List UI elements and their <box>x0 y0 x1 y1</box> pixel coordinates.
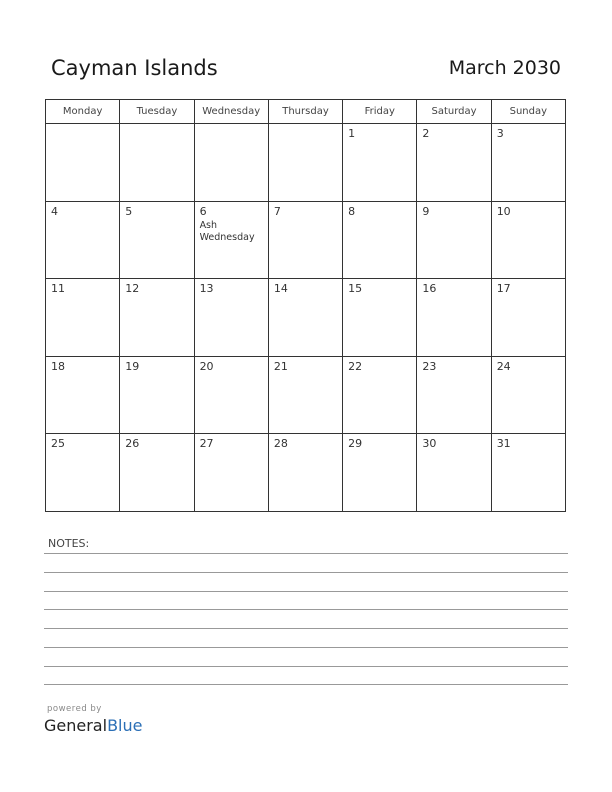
day-number: 23 <box>422 359 437 373</box>
day-cell <box>268 201 342 279</box>
brand-blue: Blue <box>107 716 143 735</box>
week-row <box>46 279 566 357</box>
day-cell <box>417 124 491 202</box>
day-cell <box>46 356 120 434</box>
notes-line <box>44 609 568 610</box>
day-cell <box>491 124 565 202</box>
day-number: 5 <box>125 204 133 218</box>
notes-line <box>44 647 568 648</box>
weekday-header: Monday <box>46 100 120 124</box>
day-cell <box>46 124 120 202</box>
day-cell <box>46 201 120 279</box>
day-cell <box>120 124 194 202</box>
day-number: 27 <box>199 437 214 451</box>
day-number: 18 <box>51 359 65 373</box>
day-number: 25 <box>51 437 65 451</box>
day-number: 17 <box>496 282 511 296</box>
day-cell <box>46 434 120 512</box>
day-cell <box>343 434 417 512</box>
day-number: 11 <box>51 282 65 296</box>
notes-line <box>44 628 568 629</box>
day-cell <box>268 279 342 357</box>
day-number: 1 <box>348 127 356 140</box>
day-cell <box>417 201 491 279</box>
day-number: 22 <box>348 359 363 373</box>
day-number: 15 <box>348 282 363 296</box>
day-number: 8 <box>348 204 356 218</box>
day-number: 9 <box>422 204 430 218</box>
weekday-header: Friday <box>343 100 417 124</box>
day-number: 29 <box>348 437 363 451</box>
day-cell <box>491 434 565 512</box>
brand-general: General <box>44 716 108 735</box>
day-number <box>195 124 268 128</box>
day-number: 13 <box>199 282 214 296</box>
day-cell <box>120 434 194 512</box>
day-number: 6 <box>199 204 207 218</box>
day-cell <box>194 124 268 202</box>
weekday-header: Saturday <box>417 100 491 124</box>
day-number: 26 <box>125 437 140 451</box>
day-number: 20 <box>199 359 214 373</box>
day-number: 28 <box>273 437 288 451</box>
notes-line <box>44 572 568 573</box>
day-number: 16 <box>422 282 437 296</box>
day-cell <box>268 356 342 434</box>
notes-line <box>44 666 568 667</box>
week-row <box>46 201 566 279</box>
day-number: 24 <box>496 359 511 373</box>
day-cell <box>120 279 194 357</box>
day-cell <box>194 356 268 434</box>
day-cell <box>46 279 120 357</box>
notes-label: NOTES: <box>48 537 90 550</box>
day-cell <box>343 124 417 202</box>
day-cell <box>343 356 417 434</box>
day-number <box>269 124 342 128</box>
day-cell <box>268 124 342 202</box>
day-cell <box>491 356 565 434</box>
day-cell <box>120 356 194 434</box>
day-cell <box>194 201 268 279</box>
day-number: 12 <box>125 282 140 296</box>
country-title: Cayman Islands <box>51 56 218 80</box>
day-cell <box>491 201 565 279</box>
weekday-header: Sunday <box>491 100 565 124</box>
day-number: 14 <box>273 282 288 296</box>
generalblue-logo <box>44 716 142 735</box>
weekday-header: Wednesday <box>194 100 268 124</box>
week-row <box>46 124 566 202</box>
notes-line <box>44 684 568 685</box>
day-cell <box>268 434 342 512</box>
day-cell <box>343 279 417 357</box>
weekday-header: Thursday <box>268 100 342 124</box>
day-number <box>46 124 119 128</box>
day-number: 2 <box>422 127 430 140</box>
notes-line <box>44 591 568 592</box>
notes-line <box>44 553 568 554</box>
day-number: 31 <box>496 437 511 451</box>
day-cell <box>417 434 491 512</box>
day-number: 3 <box>496 127 504 140</box>
week-row <box>46 356 566 434</box>
day-number: 10 <box>496 204 511 218</box>
month-title: March 2030 <box>448 57 561 79</box>
day-number: 21 <box>273 359 288 373</box>
day-number: 4 <box>51 204 58 218</box>
day-cell <box>194 434 268 512</box>
day-number <box>120 124 193 128</box>
powered-by-text: powered by <box>47 704 102 714</box>
week-row <box>46 434 566 512</box>
day-number: 19 <box>125 359 140 373</box>
day-cell <box>343 201 417 279</box>
day-number: 30 <box>422 437 437 451</box>
day-cell <box>417 279 491 357</box>
day-cell <box>120 201 194 279</box>
day-number: 7 <box>273 204 281 218</box>
calendar-grid <box>45 99 566 512</box>
weekday-header: Tuesday <box>120 100 194 124</box>
weekday-header-row <box>46 100 566 124</box>
day-cell <box>417 356 491 434</box>
holiday-label: Ash Wednesday <box>199 219 255 243</box>
day-cell <box>194 279 268 357</box>
day-cell <box>491 279 565 357</box>
